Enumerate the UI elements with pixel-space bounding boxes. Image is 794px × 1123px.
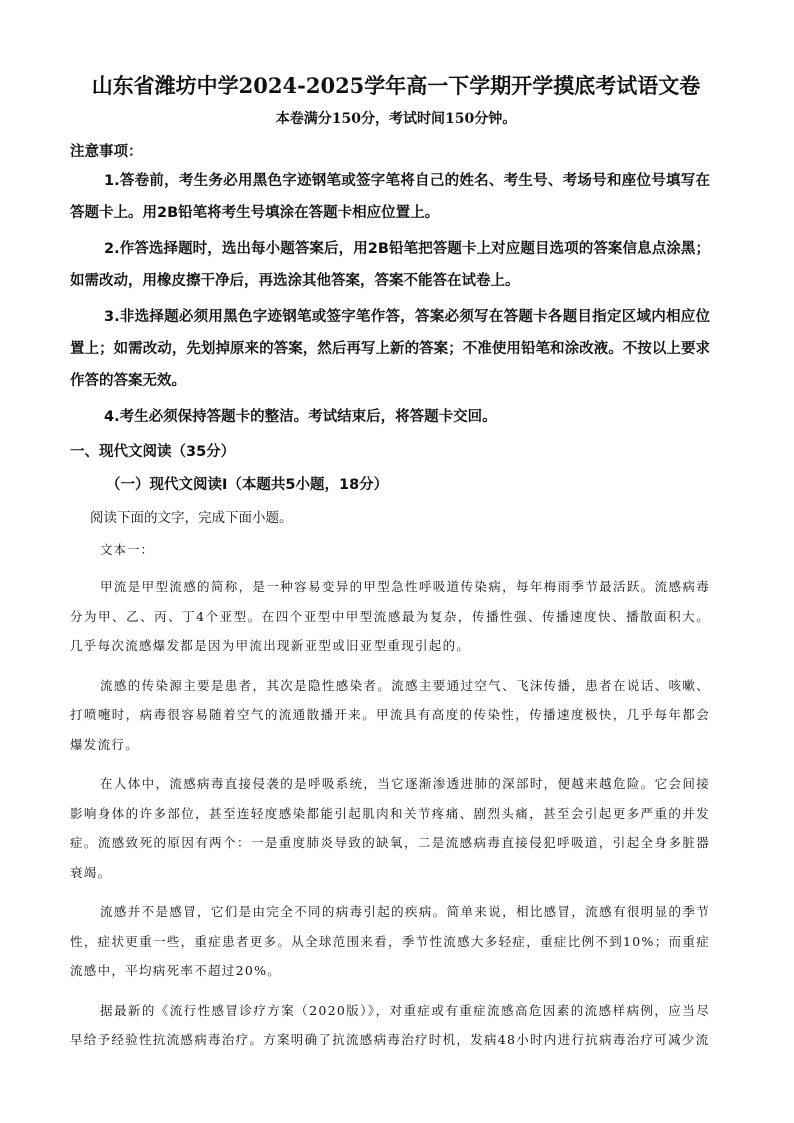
text-label: 文本一： — [100, 542, 155, 557]
subsection-heading: （一）现代文阅读Ⅰ（本题共5小题，18分） — [106, 477, 389, 493]
notice-item: 3.非选择题必须用黑色字迹钢笔或签字笔作答，答案必须写在答题卡各题目指定区域内相应位置上；如需改动，先划掉原来的答案，然后再写上新的答案；不准使用铅笔和涂改液。不按以上要求作答的答案无效。 — [70, 309, 710, 389]
passage-paragraph: 流感并不是感冒，它们是由完全不同的病毒引起的疾病。简单来说，相比感冒，流感有很明显的季节性，症状更重一些，重症患者更多。从全球范围来看，季节性流感大多轻症，重症比例不到10%；而重症流感中，平均病死率不超过20%。 — [70, 904, 710, 978]
notice-item: 2.作答选择题时，选出每小题答案后，用2B铅笔把答题卡上对应题目选项的答案信息点涂黑；如需改动，用橡皮擦干净后，再选涂其他答案，答案不能答在试卷上。 — [70, 241, 710, 289]
exam-subtitle: 本卷满分150分，考试时间150分钟。 — [275, 111, 517, 127]
passage-paragraph: 在人体中，流感病毒直接侵袭的是呼吸系统，当它逐渐渗透进肺的深部时，便越来越危险。它会间接影响身体的许多部位，甚至连轻度感染都能引起肌肉和关节疼痛、剧烈头痛，甚至会引起更多严重的并发症。流感致死的原因有两个：一是重度肺炎导致的缺氧，二是流感病毒直接侵犯呼吸道，引起全身多脏器衰竭。 — [70, 776, 710, 880]
exam-title: 山东省潍坊中学2024-2025学年高一下学期开学摸底考试语文卷 — [91, 73, 701, 98]
passage-paragraph: 甲流是甲型流感的简称，是一种容易变异的甲型急性呼吸道传染病，每年梅雨季节最活跃。流感病毒分为甲、乙、丙、丁4个亚型。在四个亚型中甲型流感最为复杂，传播性强、传播速度快、播散面积大。几乎每次流感爆发都是因为甲流出现新亚型或旧亚型重现引起的。 — [70, 579, 710, 653]
passage-paragraph: 流感的传染源主要是患者，其次是隐性感染者。流感主要通过空气、飞沫传播，患者在说话、咳嗽、打喷嚏时，病毒很容易随着空气的流通散播开来。甲流具有高度的传染性，传播速度极快，几乎每年都会爆发流行。 — [70, 677, 710, 752]
section-heading: 一、现代文阅读（35分） — [70, 444, 236, 460]
passage-paragraph: 据最新的《流行性感冒诊疗方案（2020版）》，对重症或有重症流感高危因素的流感样病例，应当尽早给予经验性抗流感病毒治疗。方案明确了抗流感病毒治疗时机，发病48小时内进行抗病毒治疗可减少流 — [70, 1002, 710, 1047]
notice-item: 1.答卷前，考生务必用黑色字迹钢笔或签字笔将自己的姓名、考生号、考场号和座位号填写在答题卡上。用2B铅笔将考生号填涂在答题卡相应位置上。 — [70, 173, 710, 221]
reading-instruction: 阅读下面的文字，完成下面小题。 — [90, 510, 293, 526]
notice-heading: 注意事项： — [70, 144, 143, 160]
notice-item: 4.考生必须保持答题卡的整洁。考试结束后，将答题卡交回。 — [104, 409, 497, 425]
